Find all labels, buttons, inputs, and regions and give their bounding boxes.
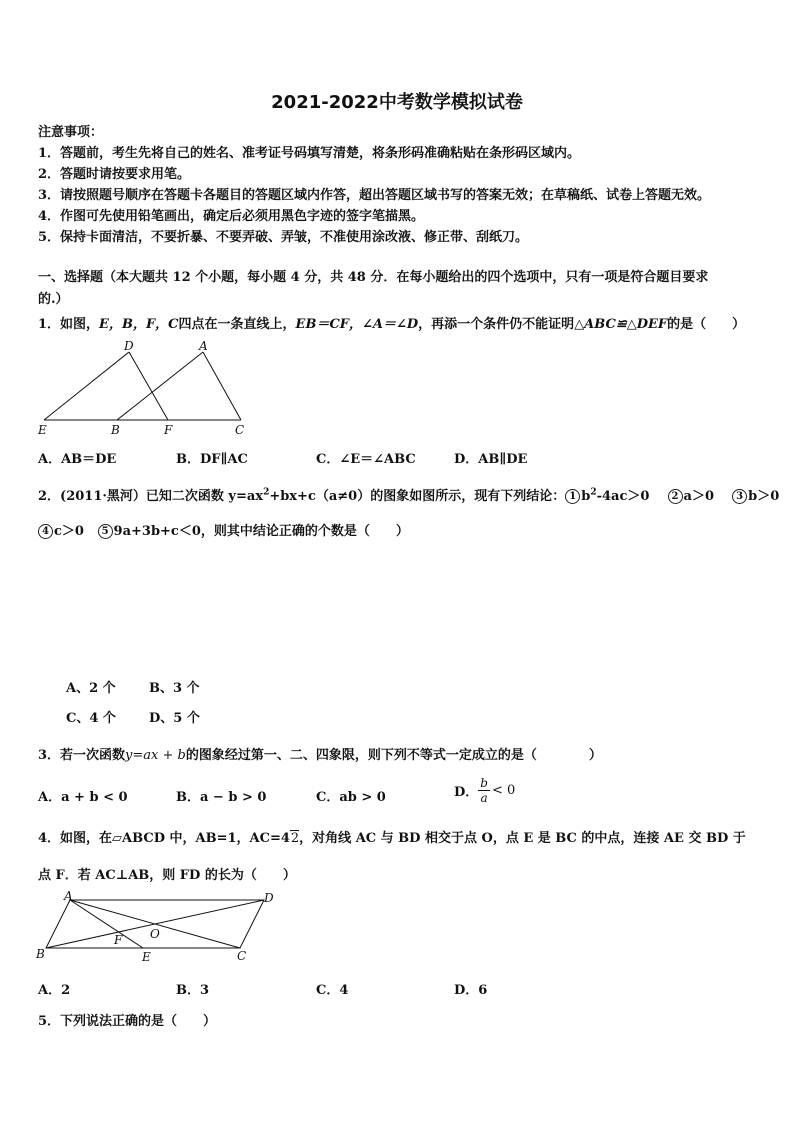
- notice-item-3: 3．请按照题号顺序在答题卡各题目的答题区域内作答，超出答题区域书写的答案无效；在草稿纸、试卷上答题无效。: [38, 188, 711, 203]
- q2-option-a[interactable]: A、2 个: [66, 681, 116, 696]
- q4-sqrt-value: 2: [290, 831, 300, 846]
- q3-option-a[interactable]: A．a + b < 0: [38, 790, 128, 805]
- q3-option-b[interactable]: B．a − b > 0: [176, 790, 267, 805]
- q3-stem: 3．若一次函数y=ax + b的图象经过第一、二、四象限，则下列不等式一定成立的是（ ）: [38, 748, 602, 763]
- notice-item-4: 4．作图可先使用铅笔画出，确定后必须用黑色字迹的签字笔描黑。: [38, 209, 425, 224]
- q3-option-c[interactable]: C．ab > 0: [316, 790, 386, 805]
- q1-label-d: D: [124, 339, 134, 353]
- q4-stem-line-1: 4．如图，在▱ABCD 中，AB=1，AC=42，对角线 AC 与 BD 相交于点 O，点 E 是 BC 的中点，连接 AE 交 BD 于: [38, 831, 746, 846]
- q4-label-c: C: [237, 949, 247, 963]
- q4-label-o: O: [150, 927, 160, 941]
- q4-label-f: F: [114, 933, 123, 947]
- q2-option-b[interactable]: B、3 个: [149, 681, 200, 696]
- notice-item-2: 2．答题时请按要求用笔。: [38, 167, 191, 182]
- q2-option-d[interactable]: D、5 个: [149, 711, 200, 726]
- q4-label-a: A: [64, 889, 73, 903]
- q1-stem: 1．如图，E，B，F，C四点在一条直线上，EB＝CF，∠A＝∠D，再添一个条件仍不能证明△ABC≌△DEF的是（ ）: [38, 317, 746, 332]
- q4-stem-line-2: 点 F．若 AC⊥AB，则 FD 的长为（ ）: [38, 868, 296, 883]
- notice-item-5: 5．保持卡面清洁，不要折暴、不要弄破、弄皱，不准使用涂改液、修正带、刮纸刀。: [38, 230, 529, 245]
- section-heading-line-2: 的.）: [38, 292, 69, 307]
- q4-option-c[interactable]: C．4: [316, 983, 349, 998]
- q4-option-d[interactable]: D．6: [454, 983, 488, 998]
- q1-label-e: E: [38, 423, 47, 437]
- q4-label-d: D: [264, 891, 274, 905]
- q2-stem-line-2: 4 c＞0 5 9a+3b+c＜0，则其中结论正确的个数是（ ）: [38, 520, 409, 539]
- q1-option-c[interactable]: C．∠E＝∠ABC: [316, 452, 416, 467]
- q1-label-b: B: [111, 423, 120, 437]
- notice-item-1: 1．答题前，考生先将自己的姓名、准考证号码填写清楚，将条形码准确粘贴在条形码区域内。: [38, 146, 581, 161]
- section-heading-line-1: 一、选择题（本大题共 12 个小题，每小题 4 分，共 48 分．在每小题给出的四个选项中，只有一项是符合题目要求: [38, 270, 709, 285]
- q1-triangle-figure: [34, 336, 249, 440]
- q1-label-c: C: [235, 423, 245, 437]
- q1-option-b[interactable]: B．DF∥AC: [176, 452, 248, 467]
- q4-option-a[interactable]: A．2: [38, 983, 71, 998]
- page-title: 2021-2022中考数学模拟试卷: [271, 92, 523, 113]
- q4-option-b[interactable]: B．3: [176, 983, 210, 998]
- q1-label-a: A: [199, 339, 208, 353]
- q2-stem-line-1: 2．(2011·黑河）已知二次函数 $y=ax^2+bx+c(a\ne 0)$的图象如图所示，现有下列结论： 1 $b^2-4ac>0$ 2 a＞0 3 b＞0: [38, 487, 780, 504]
- q4-label-e: E: [142, 950, 151, 964]
- q1-option-d[interactable]: D．AB∥DE: [454, 452, 528, 467]
- q3-option-d[interactable]: D． $\frac{b}{a}$ < 0: [454, 776, 516, 805]
- q2-option-c[interactable]: C、4 个: [66, 711, 116, 726]
- q1-option-a[interactable]: A．AB＝DE: [38, 452, 117, 467]
- notice-heading: 注意事项：: [38, 125, 104, 140]
- q4-label-b: B: [36, 947, 45, 961]
- q4-parallelogram-figure: [34, 888, 284, 964]
- q5-stem: 5．下列说法正确的是（ ）: [38, 1014, 217, 1029]
- q1-label-f: F: [164, 423, 173, 437]
